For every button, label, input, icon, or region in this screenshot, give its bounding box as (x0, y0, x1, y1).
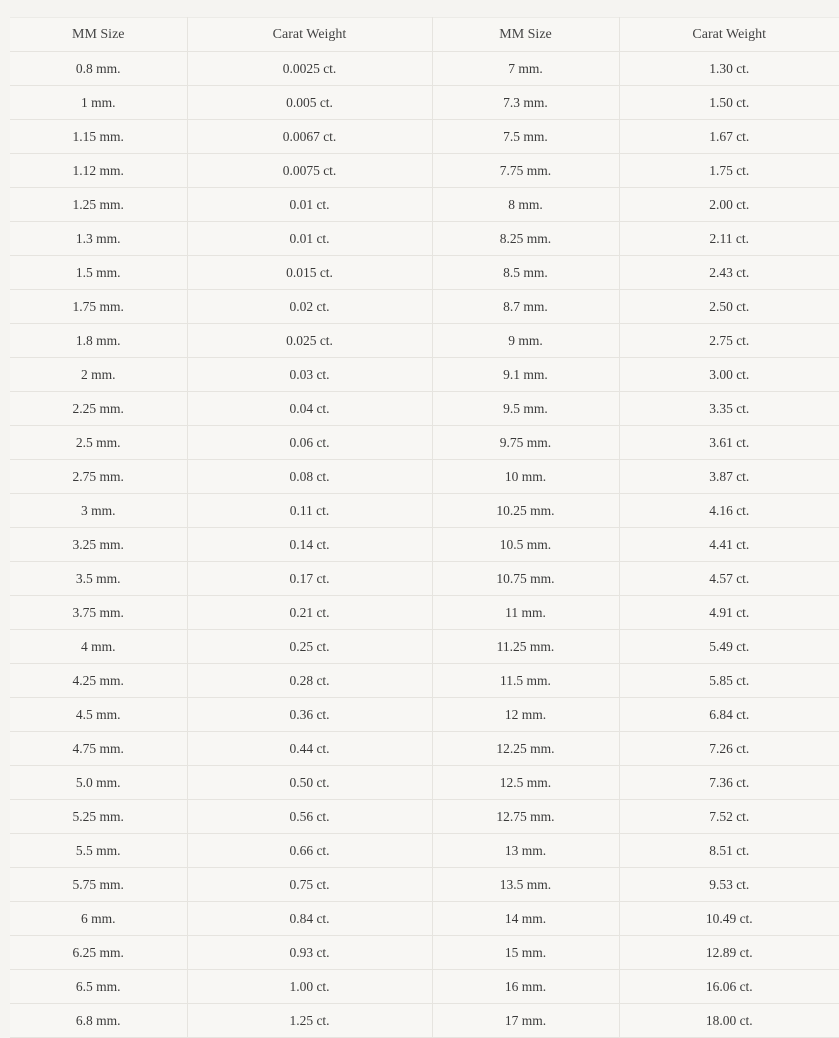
carat-weight-cell: 1.00 ct. (187, 970, 432, 1004)
header-mm-size: MM Size (432, 18, 619, 52)
mm-size-cell: 8.25 mm. (432, 222, 619, 256)
table-row (10, 426, 839, 460)
mm-size-cell: 4.25 mm. (10, 664, 187, 698)
mm-size-cell: 12 mm. (432, 698, 619, 732)
header-carat-weight: Carat Weight (187, 18, 432, 52)
table-row (10, 120, 839, 154)
carat-weight-cell: 7.36 ct. (619, 766, 839, 800)
mm-size-cell: 10.75 mm. (432, 562, 619, 596)
carat-weight-cell: 5.49 ct. (619, 630, 839, 664)
table-row (10, 86, 839, 120)
mm-size-cell: 12.25 mm. (432, 732, 619, 766)
table-row (10, 732, 839, 766)
mm-size-cell: 1.75 mm. (10, 290, 187, 324)
mm-size-cell: 15 mm. (432, 936, 619, 970)
mm-size-cell: 12.5 mm. (432, 766, 619, 800)
mm-size-cell: 1 mm. (10, 86, 187, 120)
table-row (10, 936, 839, 970)
table-row (10, 52, 839, 86)
table-body (10, 52, 839, 1038)
mm-size-cell: 1.25 mm. (10, 188, 187, 222)
carat-weight-cell: 3.00 ct. (619, 358, 839, 392)
carat-weight-cell: 0.17 ct. (187, 562, 432, 596)
carat-weight-cell: 1.75 ct. (619, 154, 839, 188)
mm-size-cell: 2 mm. (10, 358, 187, 392)
mm-size-cell: 3.25 mm. (10, 528, 187, 562)
mm-size-cell: 11 mm. (432, 596, 619, 630)
carat-weight-cell: 0.005 ct. (187, 86, 432, 120)
carat-weight-cell: 1.67 ct. (619, 120, 839, 154)
table-row (10, 188, 839, 222)
table-row (10, 290, 839, 324)
mm-size-cell: 3 mm. (10, 494, 187, 528)
mm-size-cell: 4.5 mm. (10, 698, 187, 732)
table-row (10, 392, 839, 426)
carat-weight-cell: 1.50 ct. (619, 86, 839, 120)
carat-weight-cell: 16.06 ct. (619, 970, 839, 1004)
mm-size-cell: 14 mm. (432, 902, 619, 936)
mm-size-cell: 6.8 mm. (10, 1004, 187, 1038)
carat-weight-cell: 0.36 ct. (187, 698, 432, 732)
carat-weight-cell: 0.0025 ct. (187, 52, 432, 86)
carat-weight-cell: 0.01 ct. (187, 188, 432, 222)
mm-size-cell: 3.75 mm. (10, 596, 187, 630)
mm-size-cell: 2.5 mm. (10, 426, 187, 460)
table-row (10, 1004, 839, 1038)
mm-size-cell: 8.7 mm. (432, 290, 619, 324)
carat-weight-cell: 0.025 ct. (187, 324, 432, 358)
carat-weight-cell: 2.11 ct. (619, 222, 839, 256)
carat-weight-cell: 0.02 ct. (187, 290, 432, 324)
mm-size-cell: 4.75 mm. (10, 732, 187, 766)
carat-weight-cell: 10.49 ct. (619, 902, 839, 936)
mm-size-cell: 7.75 mm. (432, 154, 619, 188)
carat-weight-cell: 3.87 ct. (619, 460, 839, 494)
mm-size-cell: 5.25 mm. (10, 800, 187, 834)
carat-weight-cell: 0.14 ct. (187, 528, 432, 562)
carat-weight-cell: 5.85 ct. (619, 664, 839, 698)
mm-size-cell: 3.5 mm. (10, 562, 187, 596)
size-chart-table-container (10, 17, 839, 1038)
carat-weight-cell: 0.0067 ct. (187, 120, 432, 154)
carat-weight-cell: 9.53 ct. (619, 868, 839, 902)
mm-size-cell: 10.5 mm. (432, 528, 619, 562)
carat-weight-cell: 0.84 ct. (187, 902, 432, 936)
carat-weight-cell: 2.75 ct. (619, 324, 839, 358)
table-row (10, 800, 839, 834)
mm-size-cell: 0.8 mm. (10, 52, 187, 86)
carat-weight-cell: 0.56 ct. (187, 800, 432, 834)
carat-weight-cell: 3.61 ct. (619, 426, 839, 460)
carat-weight-cell: 0.0075 ct. (187, 154, 432, 188)
mm-size-cell: 4 mm. (10, 630, 187, 664)
mm-size-cell: 6.5 mm. (10, 970, 187, 1004)
mm-size-cell: 5.0 mm. (10, 766, 187, 800)
carat-weight-cell: 7.26 ct. (619, 732, 839, 766)
carat-weight-cell: 0.75 ct. (187, 868, 432, 902)
carat-weight-cell: 0.015 ct. (187, 256, 432, 290)
carat-weight-cell: 1.30 ct. (619, 52, 839, 86)
mm-size-cell: 1.8 mm. (10, 324, 187, 358)
mm-size-carat-weight-table (10, 17, 839, 1038)
header-carat-weight: Carat Weight (619, 18, 839, 52)
mm-size-cell: 1.15 mm. (10, 120, 187, 154)
carat-weight-cell: 12.89 ct. (619, 936, 839, 970)
mm-size-cell: 2.75 mm. (10, 460, 187, 494)
carat-weight-cell: 0.50 ct. (187, 766, 432, 800)
carat-weight-cell: 2.43 ct. (619, 256, 839, 290)
carat-weight-cell: 8.51 ct. (619, 834, 839, 868)
table-row (10, 358, 839, 392)
carat-weight-cell: 4.57 ct. (619, 562, 839, 596)
carat-weight-cell: 0.03 ct. (187, 358, 432, 392)
table-header-row (10, 18, 839, 52)
carat-weight-cell: 18.00 ct. (619, 1004, 839, 1038)
mm-size-cell: 7.5 mm. (432, 120, 619, 154)
carat-weight-cell: 0.11 ct. (187, 494, 432, 528)
mm-size-cell: 10 mm. (432, 460, 619, 494)
mm-size-cell: 6.25 mm. (10, 936, 187, 970)
carat-weight-cell: 1.25 ct. (187, 1004, 432, 1038)
carat-weight-cell: 0.28 ct. (187, 664, 432, 698)
table-row (10, 766, 839, 800)
table-row (10, 596, 839, 630)
carat-weight-cell: 4.41 ct. (619, 528, 839, 562)
mm-size-cell: 8 mm. (432, 188, 619, 222)
carat-weight-cell: 2.50 ct. (619, 290, 839, 324)
mm-size-cell: 16 mm. (432, 970, 619, 1004)
table-row (10, 902, 839, 936)
table-row (10, 868, 839, 902)
carat-weight-cell: 0.44 ct. (187, 732, 432, 766)
mm-size-cell: 12.75 mm. (432, 800, 619, 834)
carat-weight-cell: 7.52 ct. (619, 800, 839, 834)
mm-size-cell: 2.25 mm. (10, 392, 187, 426)
table-row (10, 528, 839, 562)
mm-size-cell: 13 mm. (432, 834, 619, 868)
table-row (10, 324, 839, 358)
mm-size-cell: 1.12 mm. (10, 154, 187, 188)
table-row (10, 494, 839, 528)
table-row (10, 222, 839, 256)
mm-size-cell: 13.5 mm. (432, 868, 619, 902)
mm-size-cell: 10.25 mm. (432, 494, 619, 528)
table-row (10, 664, 839, 698)
mm-size-cell: 11.25 mm. (432, 630, 619, 664)
carat-weight-cell: 2.00 ct. (619, 188, 839, 222)
mm-size-cell: 9.75 mm. (432, 426, 619, 460)
mm-size-cell: 1.5 mm. (10, 256, 187, 290)
table-row (10, 834, 839, 868)
carat-weight-cell: 0.08 ct. (187, 460, 432, 494)
carat-weight-cell: 0.66 ct. (187, 834, 432, 868)
carat-weight-cell: 3.35 ct. (619, 392, 839, 426)
header-mm-size: MM Size (10, 18, 187, 52)
carat-weight-cell: 0.06 ct. (187, 426, 432, 460)
table-row (10, 970, 839, 1004)
carat-weight-cell: 0.93 ct. (187, 936, 432, 970)
table-row (10, 562, 839, 596)
mm-size-cell: 7 mm. (432, 52, 619, 86)
carat-weight-cell: 4.91 ct. (619, 596, 839, 630)
carat-weight-cell: 0.25 ct. (187, 630, 432, 664)
mm-size-cell: 9 mm. (432, 324, 619, 358)
table-row (10, 460, 839, 494)
mm-size-cell: 17 mm. (432, 1004, 619, 1038)
carat-weight-cell: 0.21 ct. (187, 596, 432, 630)
mm-size-cell: 11.5 mm. (432, 664, 619, 698)
mm-size-cell: 6 mm. (10, 902, 187, 936)
carat-weight-cell: 6.84 ct. (619, 698, 839, 732)
carat-weight-cell: 0.04 ct. (187, 392, 432, 426)
mm-size-cell: 1.3 mm. (10, 222, 187, 256)
carat-weight-cell: 0.01 ct. (187, 222, 432, 256)
table-row (10, 154, 839, 188)
carat-weight-cell: 4.16 ct. (619, 494, 839, 528)
table-row (10, 256, 839, 290)
mm-size-cell: 9.1 mm. (432, 358, 619, 392)
mm-size-cell: 9.5 mm. (432, 392, 619, 426)
mm-size-cell: 5.75 mm. (10, 868, 187, 902)
mm-size-cell: 5.5 mm. (10, 834, 187, 868)
table-row (10, 698, 839, 732)
table-row (10, 630, 839, 664)
mm-size-cell: 7.3 mm. (432, 86, 619, 120)
mm-size-cell: 8.5 mm. (432, 256, 619, 290)
